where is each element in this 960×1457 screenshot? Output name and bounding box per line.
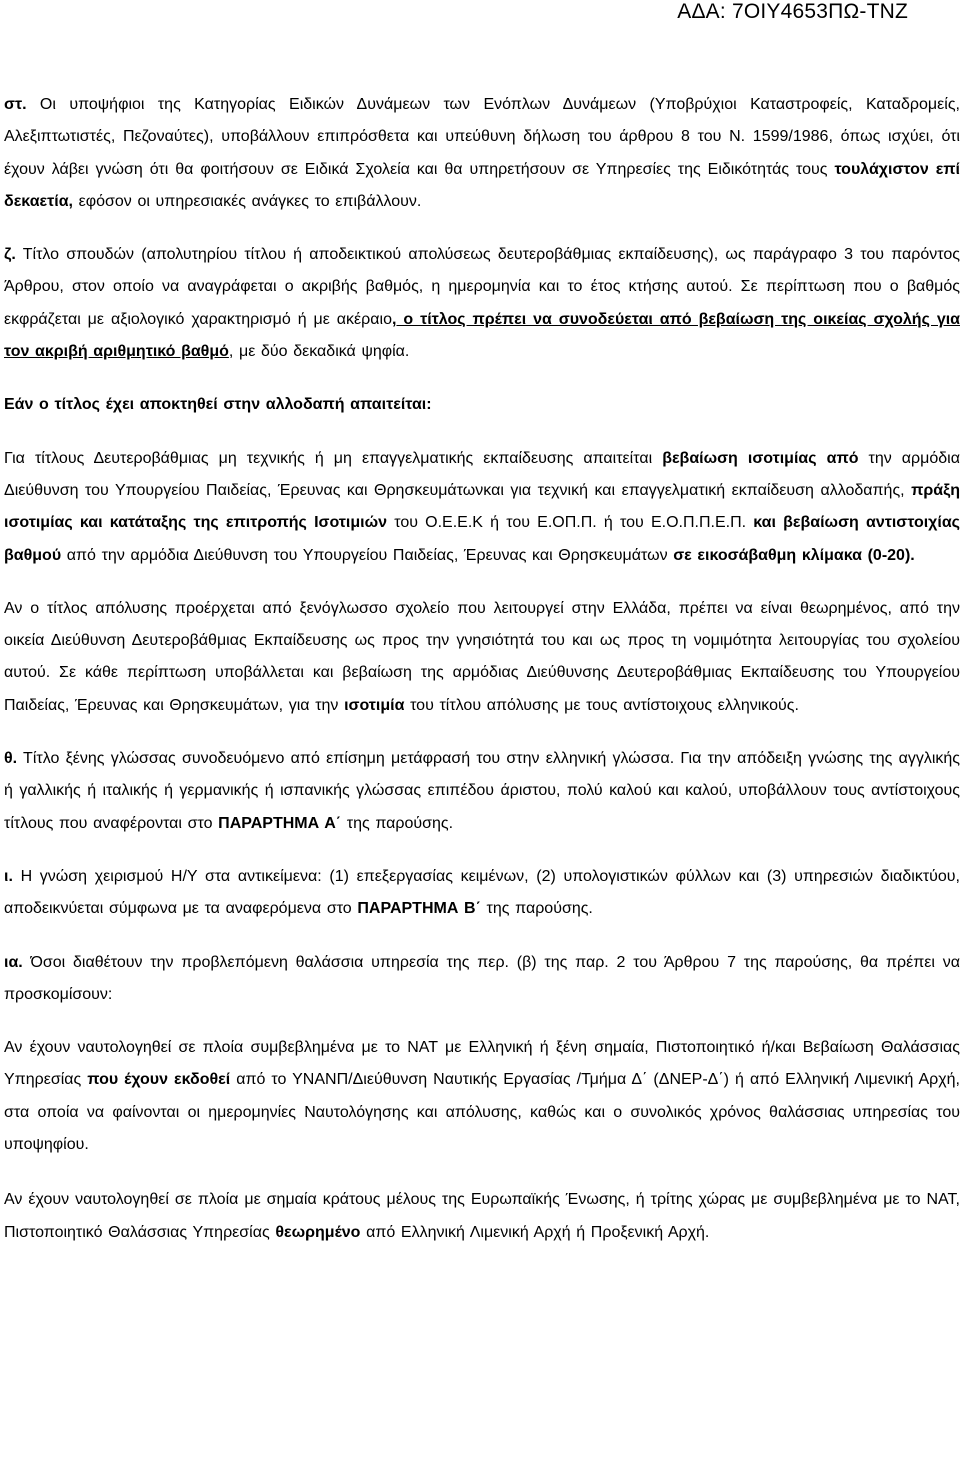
paragraph-text: Η γνώση χειρισμού Η/Υ στα αντικείμενα: (1) επεξεργασίας κειμένων, (2) υπολογιστικών φύλλων και (3) υπηρεσιών διαδικτύου, αποδεικνύεται σύμφωνα με τα αναφερόμενα στο [4,867,960,918]
paragraph-text: του Ο.Ε.Ε.Κ ή του Ε.ΟΠ.Π. ή του Ε.Ο.Π.Π.Ε.Π. [387,514,754,532]
paragraph-text: Αν έχουν ναυτολογηθεί σε πλοία με σημαία κράτους μέλους της Ευρωπαϊκής Ένωσης, ή τρίτης χώρας με συμβεβλημένα με το ΝΑΤ, Πιστοποιητικό Θαλάσσιας Υπηρεσίας [4,1191,960,1241]
document-body [4,89,960,1249]
paragraph-text: Αν έχουν ναυτολογηθεί σε πλοία συμβεβλημένα με το ΝΑΤ με Ελληνική ή ξένη σημαία, Πιστοποιητικό ή/και Βεβαίωση Θαλάσσιας Υπηρεσίας [4,1039,960,1089]
paragraph-text: Όσοι διαθέτουν την προβλεπόμενη θαλάσσια υπηρεσία της περ. (β) της παρ. 2 του Άρθρου 7 της παρούσης, θα πρέπει να προσκομίσουν: [4,953,960,1003]
paragraph-foreign [4,443,960,572]
paragraph-text: εφόσον οι υπηρεσιακές ανάγκες το επιβάλλουν. [72,192,422,210]
paragraph-i [4,861,960,926]
emphasis-text: και βεβαίωση αντιστοιχίας βαθμού [4,514,960,564]
paragraph-nat-2 [4,1184,960,1249]
emphasis-text: ισοτιμία [344,696,405,714]
paragraph-st [4,89,960,218]
emphasis-text: τουλάχιστον επί δεκαετία, [4,160,960,210]
paragraph-text: της παρούσης. [341,814,454,832]
paragraph-text: Για τίτλους Δευτεροβάθμιας μη τεχνικής ή μη επαγγελματικής εκπαίδευσης απαιτείται [4,449,663,467]
paragraph-text: του τίτλου απόλυσης με τους αντίστοιχους ελληνικούς. [404,696,799,714]
ada-header: ΑΔΑ: 7ΟΙΥ4653ΠΩ-ΤΝΖ [677,0,908,23]
paragraph-th [4,743,960,840]
paragraph-marker: θ. [4,750,18,768]
emphasis-text: ΠΑΡΑΡΤΗΜΑ Α΄ [218,814,342,832]
emphasis-text: ΠΑΡΑΡΤΗΜΑ Β΄ [357,900,481,918]
paragraph-text: από το ΥΝΑΝΠ/Διεύθυνση Ναυτικής Εργασίας /Τμήμα Δ΄ (ΔΝΕΡ-Δ΄) ή από Ελληνική Λιμενική Αρχή, στα οποία να φαίνονται οι ημερομηνίες Ναυτολόγησης και απόλυσης, καθώς και ο συνολικός χρόνος θαλάσσιας υπηρεσίας του υποψηφίου. [4,1071,960,1154]
paragraph-marker: ζ. [4,246,16,264]
paragraph-marker: στ. [4,96,27,113]
paragraph-text: , με δύο δεκαδικά ψηφία. [228,343,410,361]
emphasis-text: βεβαίωση ισοτιμίας από [662,449,859,467]
heading-text: Εάν ο τίτλος έχει αποκτηθεί στην αλλοδαπή απαιτείται: [4,396,432,414]
paragraph-marker: ι. [4,867,13,885]
emphasis-text: , [392,310,397,328]
emphasis-text: πράξη ισοτιμίας και κατάταξης της επιτροπής Ισοτιμιών [4,481,960,532]
paragraph-text: από Ελληνική Λιμενική Αρχή ή Προξενική Αρχή. [360,1223,710,1241]
underlined-emphasis: ο τίτλος πρέπει να συνοδεύεται από βεβαίωση της οικείας σχολής για τον ακριβή αριθμητικό βαθμό [4,310,960,361]
emphasis-text: σε εικοσάβαθμη κλίμακα (0-20). [673,546,915,564]
paragraph-text: Οι υποψήφιοι της Κατηγορίας Ειδικών Δυνάμεων των Ενόπλων Δυνάμεων (Υποβρύχιοι Καταστροφείς, Καταδρομείς, Αλεξιπτωτιστές, Πεζοναύτες), υποβάλλουν επιπρόσθετα και υπεύθυνη δήλωση του άρθρου 8 του Ν. 1599/1986, όπως ισχύει, ότι έχουν λάβει γνώση ότι θα φοιτήσουν σε Ειδικά Σχολεία και θα υπηρετήσουν σε Υπηρεσίες της Ειδικότητάς τους [4,96,960,178]
paragraph-xenoglosso [4,593,960,722]
emphasis-text: θεωρημένο [275,1223,361,1241]
paragraph-text: Τίτλο ξένης γλώσσας συνοδευόμενο από επίσημη μετάφρασή του στην ελληνική γλώσσα. Για την απόδειξη γνώσης της αγγλικής ή γαλλικής ή ιταλικής ή γερμανικής ή ισπανικής γλώσσας επιπέδου άριστου, πολύ καλού και καλού, υποβάλλουν τους αντίστοιχους τίτλους που αναφέρονται στο [4,750,960,832]
paragraph-text: της παρούσης. [480,900,593,918]
paragraph-marker: ια. [4,953,23,971]
paragraph-nat-1 [4,1032,960,1161]
section-heading [4,389,960,421]
paragraph-z [4,239,960,368]
paragraph-text: την αρμόδια Διεύθυνση του Υπουργείου Παιδείας, Έρευνας και Θρησκευμάτωνκαι για τεχνική και επαγγελματική εκπαίδευση αλλοδαπής, [4,449,960,499]
paragraph-ia [4,947,960,1012]
paragraph-text: Τίτλο σπουδών (απολυτηρίου τίτλου ή αποδεικτικού απολύσεως δευτεροβάθμιας εκπαίδευσης), ως παράγραφο 3 του παρόντος Άρθρου, στον οποίο να αναγράφεται ο ακριβής βαθμός, η ημερομηνία και το έτος κτήσης αυτού. Σε περίπτωση που ο βαθμός εκφράζεται με αξιολογικό χαρακτηρισμό ή με ακέραιο [4,246,960,328]
paragraph-text: από την αρμόδια Διεύθυνση του Υπουργείου Παιδείας, Έρευνας και Θρησκευμάτων [61,546,674,564]
paragraph-text: Αν ο τίτλος απόλυσης προέρχεται από ξενόγλωσσο σχολείο που λειτουργεί στην Ελλάδα, πρέπει να είναι θεωρημένος, από την οικεία Διεύθυνση Δευτεροβάθμιας Εκπαίδευσης ως προς την γνησιότητά του και ως προς τη νομιμότητα λειτουργίας του σχολείου αυτού. Σε κάθε περίπτωση υποβάλλεται και βεβαίωση της αρμόδιας Διεύθυνσης Δευτεροβάθμιας Εκπαίδευσης του Υπουργείου Παιδείας, Έρευνας και Θρησκευμάτων, για την [4,599,960,714]
emphasis-text: που έχουν εκδοθεί [87,1071,231,1089]
